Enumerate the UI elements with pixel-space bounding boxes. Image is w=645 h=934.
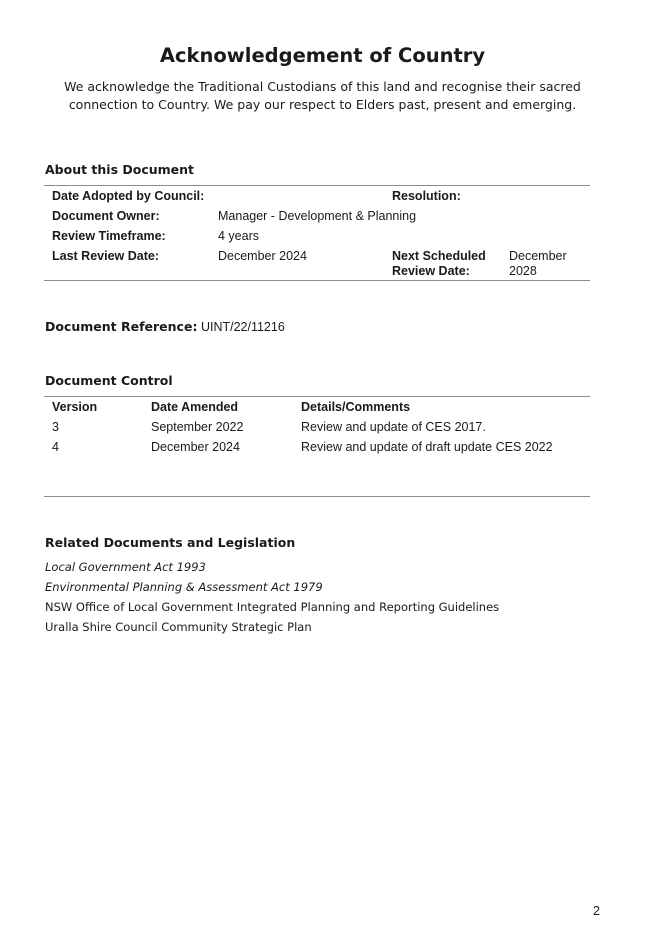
next-review-label-line-2: Review Date: — [392, 264, 470, 278]
control-header-version: Version — [52, 400, 98, 414]
about-bottom-rule — [44, 280, 590, 281]
resolution-label: Resolution: — [392, 189, 461, 203]
document-owner-label: Document Owner: — [52, 209, 160, 223]
review-timeframe-value: 4 years — [218, 229, 259, 243]
control-header-date: Date Amended — [151, 400, 239, 414]
related-list — [45, 557, 499, 637]
acknowledgement-text: We acknowledge the Traditional Custodians of this land and recognise their sacred connection to Country. We pay our respect to Elders past, present and emerging. — [64, 79, 581, 112]
control-row-2-details: Review and update of draft update CES 2022 — [301, 440, 553, 454]
document-reference — [45, 319, 285, 334]
next-review-label-line-1: Next Scheduled — [392, 249, 486, 263]
next-review-label — [392, 249, 486, 279]
related-heading: Related Documents and Legislation — [45, 535, 296, 550]
next-review-value-line-1: December — [509, 249, 567, 263]
about-top-rule — [44, 185, 590, 186]
control-row-2-date: December 2024 — [151, 440, 240, 454]
control-heading: Document Control — [45, 373, 173, 388]
related-item: Local Government Act 1993 — [45, 560, 206, 574]
about-heading: About this Document — [45, 162, 195, 177]
last-review-label: Last Review Date: — [52, 249, 159, 263]
document-reference-label: Document Reference: — [45, 319, 198, 334]
control-header-details: Details/Comments — [301, 400, 411, 414]
control-row-1-date: September 2022 — [151, 420, 244, 434]
control-row-1-details: Review and update of CES 2017. — [301, 420, 486, 434]
control-bottom-rule — [44, 496, 590, 497]
page-number: 2 — [593, 904, 600, 918]
related-item: NSW Office of Local Government Integrated Planning and Reporting Guidelines — [45, 600, 500, 614]
date-adopted-label: Date Adopted by Council: — [52, 189, 205, 203]
control-row-2-version: 4 — [52, 440, 59, 454]
last-review-value: December 2024 — [218, 249, 307, 263]
review-timeframe-label: Review Timeframe: — [52, 229, 166, 243]
related-item: Uralla Shire Council Community Strategic Plan — [45, 620, 312, 634]
document-reference-value: UINT/22/11216 — [200, 320, 285, 334]
related-item: Environmental Planning & Assessment Act 1979 — [45, 580, 323, 594]
page-title: Acknowledgement of Country — [159, 44, 486, 67]
next-review-value — [509, 249, 567, 279]
control-row-1-version: 3 — [52, 420, 59, 434]
document-owner-value: Manager - Development & Planning — [218, 209, 417, 223]
control-top-rule — [44, 396, 590, 397]
next-review-value-line-2: 2028 — [509, 264, 537, 278]
